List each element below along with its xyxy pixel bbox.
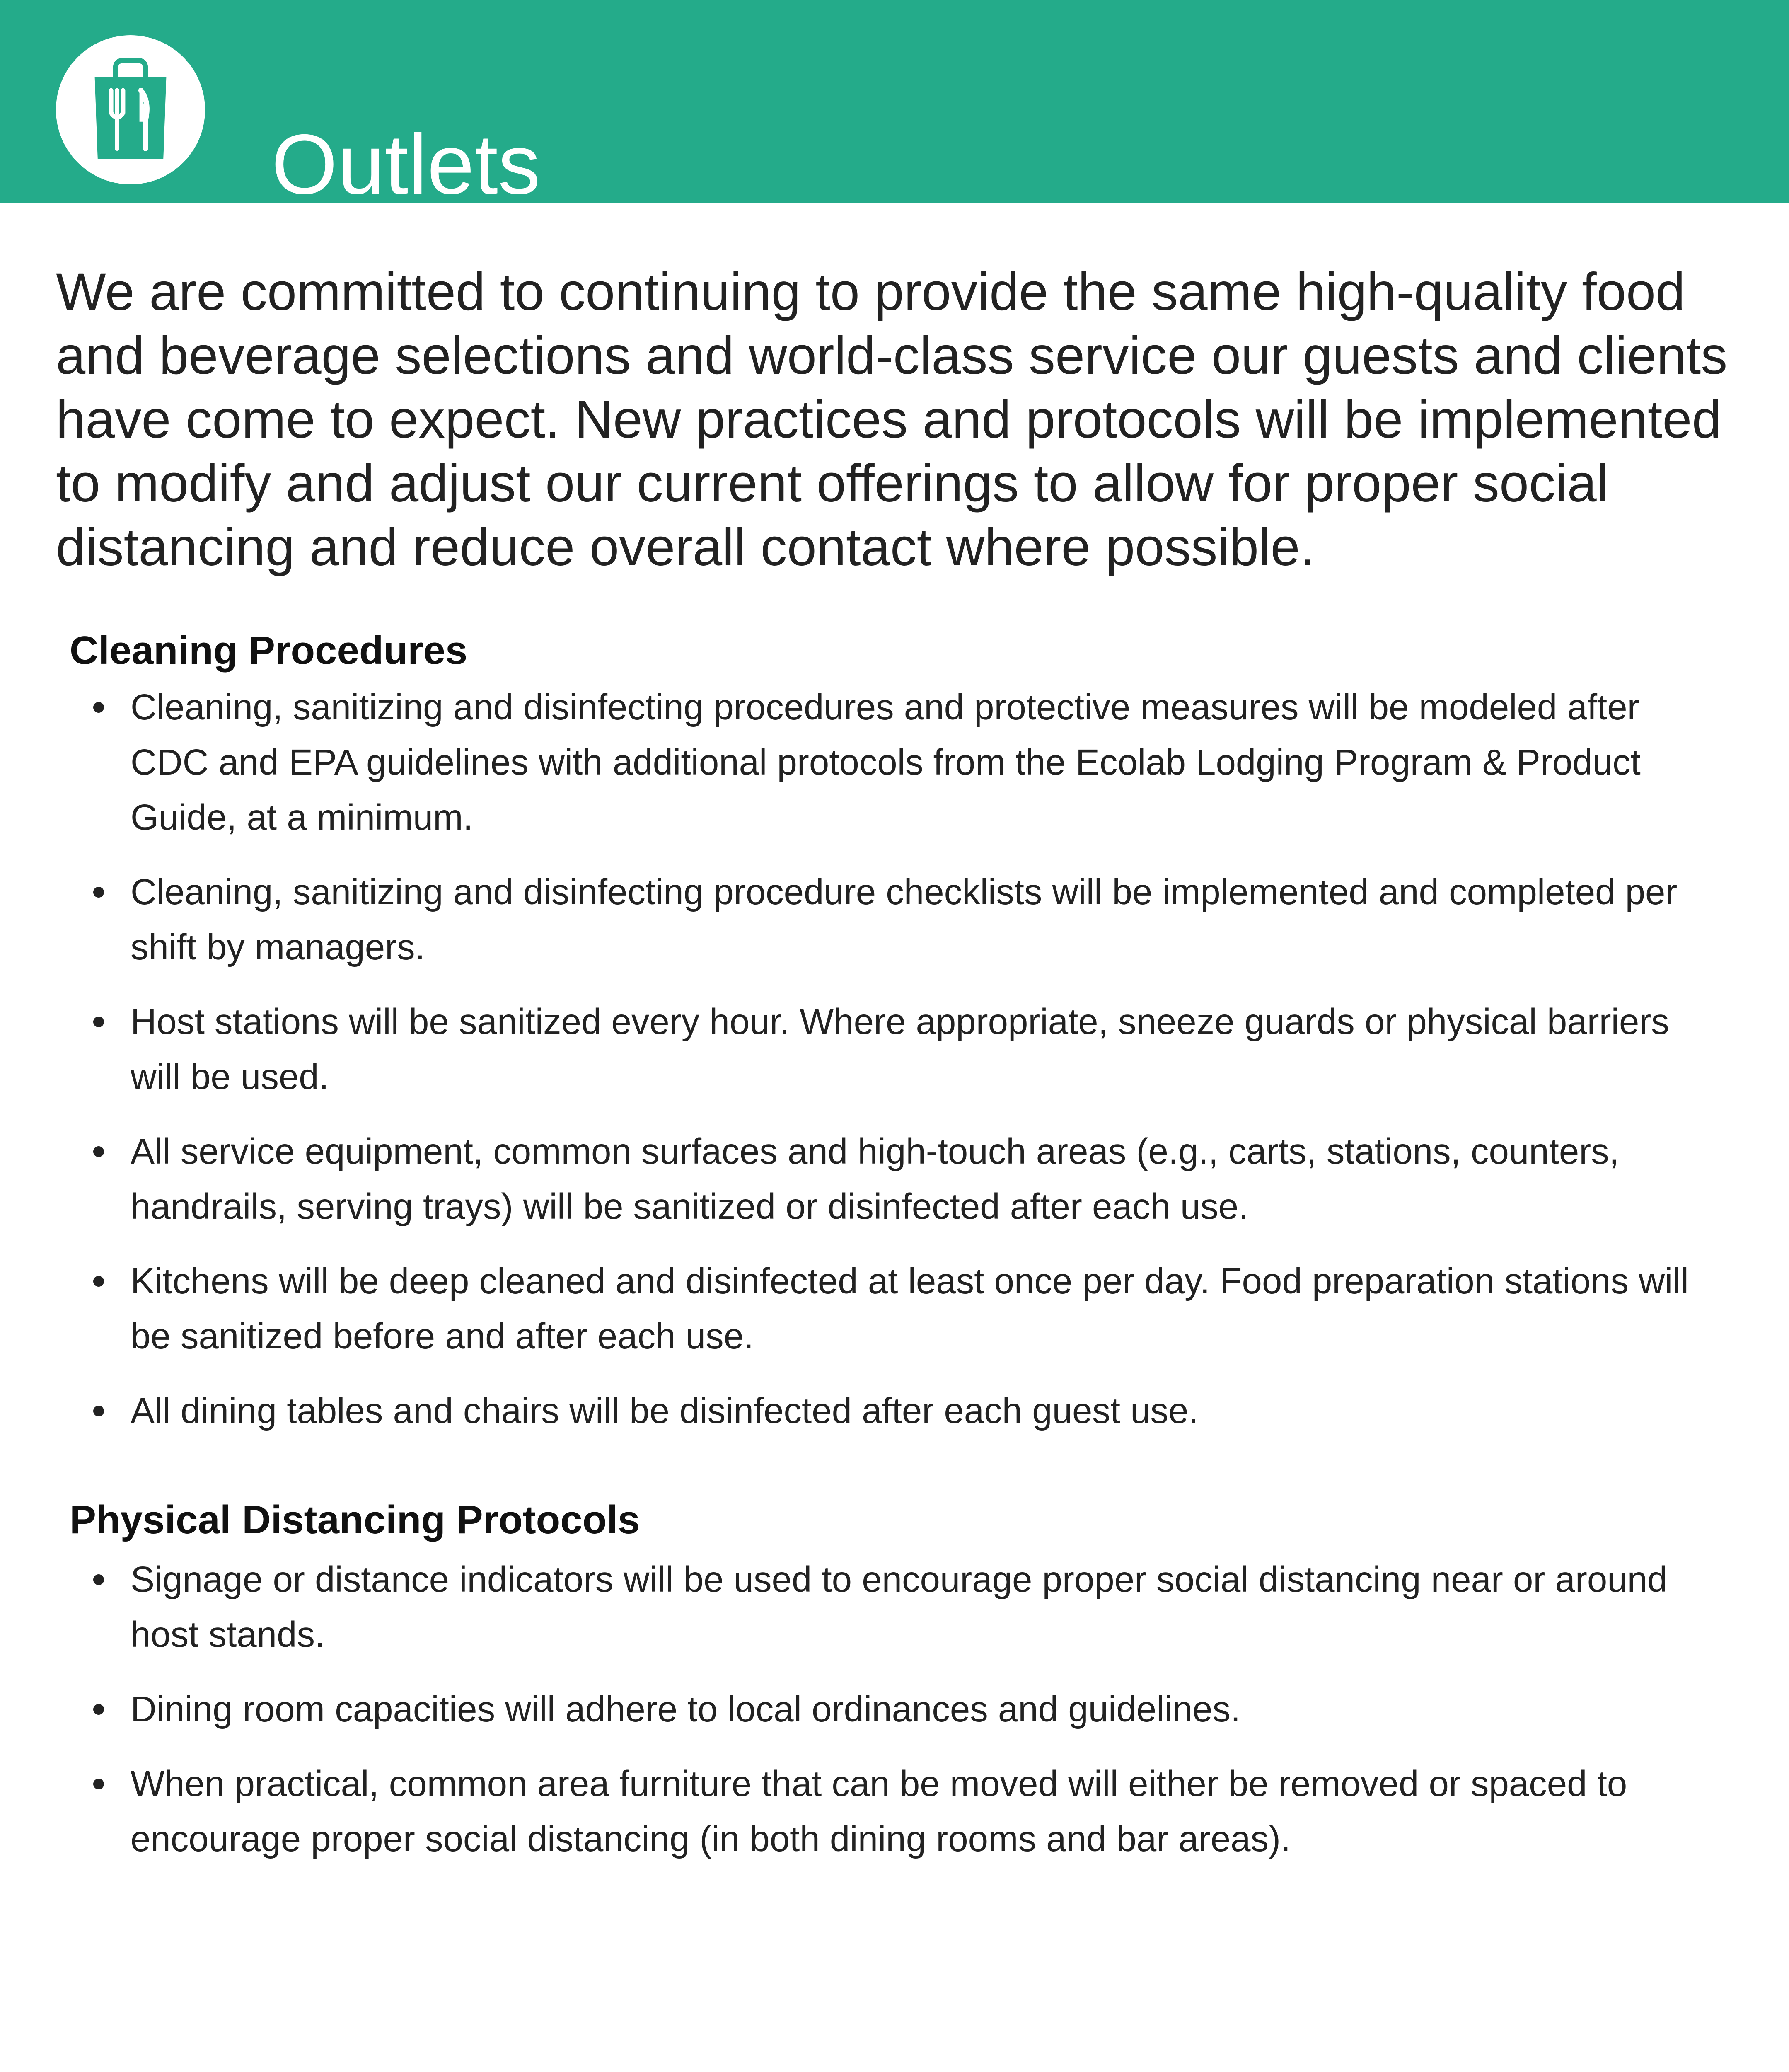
list-item-text: Kitchens will be deep cleaned and disinfected at least once per day. Food preparation stations will be sanitized before and after each use. [131, 1261, 1689, 1356]
bullet-icon [93, 1779, 104, 1789]
list-item-text: Host stations will be sanitized every hour. Where appropriate, sneeze guards or physical barriers will be used. [131, 1002, 1669, 1097]
page-header [0, 0, 1789, 212]
list-item-text: Dining room capacities will adhere to local ordinances and guidelines. [131, 1689, 1241, 1729]
list-item [0, 1552, 1789, 1662]
list-item [0, 680, 1789, 845]
bullet-icon [93, 1017, 104, 1027]
list-item-text: Cleaning, sanitizing and disinfecting procedure checklists will be implemented and completed per shift by managers. [131, 872, 1678, 967]
list-item [0, 864, 1789, 975]
shopping-bag-fork-knife-icon [56, 35, 205, 184]
bullet-icon [93, 1276, 104, 1287]
list-item [0, 1124, 1789, 1234]
bullet-icon [93, 1704, 104, 1715]
list-item-text: All dining tables and chairs will be disinfected after each guest use. [131, 1391, 1199, 1431]
list-item-text: When practical, common area furniture that can be moved will either be removed or spaced to encourage proper social distancing (in both dining rooms and bar areas). [131, 1764, 1627, 1859]
bullet-icon [93, 1406, 104, 1416]
bullet-icon [93, 702, 104, 713]
list-item-text: All service equipment, common surfaces and high-touch areas (e.g., carts, stations, counters, handrails, serving trays) will be sanitized or disinfected after each use. [131, 1131, 1619, 1227]
list-item [0, 1682, 1789, 1737]
cleaning-procedures-list [0, 680, 1789, 1458]
intro-paragraph: We are committed to continuing to provide the same high-quality food and beverage selections and world-class service our guests and clients have come to expect. New practices and protocols will be implemented to modify and adjust our current offerings to allow for proper social distancing and reduce overall contact where possible. [56, 262, 1728, 577]
physical-distancing-list [0, 1552, 1789, 1886]
section-heading-cleaning-procedures: Cleaning Procedures [70, 628, 468, 673]
list-item-text: Signage or distance indicators will be used to encourage proper social distancing near or around host stands. [131, 1559, 1668, 1655]
list-item [0, 994, 1789, 1104]
list-item [0, 1383, 1789, 1438]
bullet-icon [93, 887, 104, 898]
list-item [0, 1254, 1789, 1364]
list-item-text: Cleaning, sanitizing and disinfecting procedures and protective measures will be modeled after CDC and EPA guidelines with additional protocols from the Ecolab Lodging Program & Product Guide, at a minimum. [131, 687, 1641, 838]
list-item [0, 1756, 1789, 1866]
section-heading-physical-distancing-protocols: Physical Distancing Protocols [70, 1498, 640, 1542]
bullet-icon [93, 1146, 104, 1157]
bullet-icon [93, 1574, 104, 1585]
page-title: Outlets [271, 117, 541, 212]
